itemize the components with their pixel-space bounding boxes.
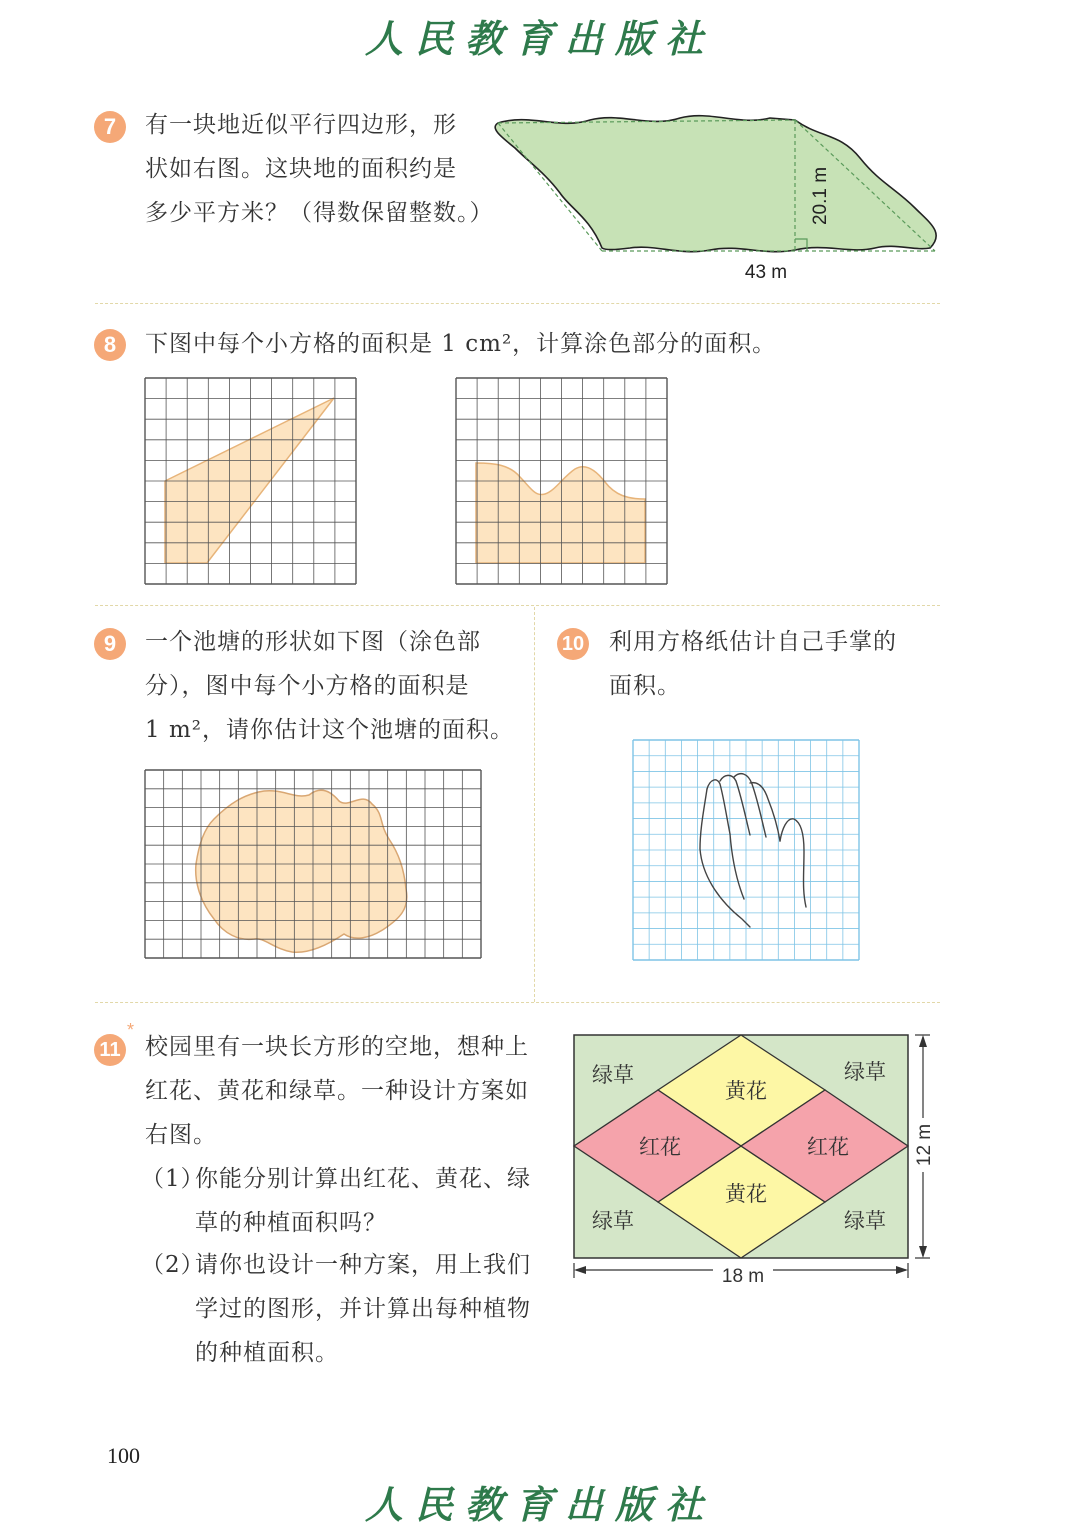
q11-star-mark: * <box>127 1020 135 1040</box>
divider-2 <box>95 605 940 606</box>
question-11-intro <box>145 1025 529 1157</box>
q11-line-2: 红花、黄花和绿草。一种设计方案如 <box>145 1078 529 1104</box>
q11-part2-line-1: 请你也设计一种方案，用上我们 <box>195 1252 531 1278</box>
question-9-badge: 9 <box>94 628 126 660</box>
q11-garden-diagram <box>568 1030 948 1290</box>
question-10-badge: 10 <box>557 628 589 660</box>
q9-line-3: 1 m²，请你估计这个池塘的面积。 <box>145 717 514 743</box>
height-arrow-bottom <box>919 1246 927 1258</box>
yellow-label-top: 黄花 <box>725 1079 767 1103</box>
q10-line-2: 面积。 <box>609 673 681 699</box>
red-label-right: 红花 <box>807 1135 849 1159</box>
height-arrow-top <box>919 1035 927 1047</box>
q7-land-shape <box>495 116 936 252</box>
grass-label-bottom-right: 绿草 <box>844 1209 886 1233</box>
q11-line-3: 右图。 <box>145 1122 217 1148</box>
q7-line-1: 有一块地近似平行四边形，形 <box>145 112 457 138</box>
q11-part2-line-2: 学过的图形，并计算出每种植物 <box>195 1296 531 1322</box>
q11-part2-label: （2） <box>141 1252 205 1278</box>
q11-line-1: 校园里有一块长方形的空地，想种上 <box>145 1034 529 1060</box>
width-arrow-left <box>574 1266 586 1274</box>
q7-line-2: 状如右图。这块地的面积约是 <box>145 156 457 182</box>
q7-line-3: 多少平方米？（得数保留整数。） <box>145 200 494 226</box>
publisher-logo-header: 人民教育出版社 <box>364 16 715 61</box>
question-10-text <box>609 620 897 708</box>
yellow-label-bottom: 黄花 <box>725 1182 767 1206</box>
question-11-badge: 11 <box>94 1034 126 1066</box>
question-8-text: 下图中每个小方格的面积是 1 cm²，计算涂色部分的面积。 <box>145 331 777 357</box>
q9-grid-lines <box>145 770 481 958</box>
q8-shaded-triangle <box>165 398 334 563</box>
question-9-text <box>145 620 514 752</box>
q7-base-label: 43 m <box>744 262 788 283</box>
question-7-badge: 7 <box>94 111 126 143</box>
q11-part2-line-3: 的种植面积。 <box>195 1340 339 1366</box>
q8-grid-wave <box>455 377 668 585</box>
q8-grid-triangle <box>144 377 357 585</box>
red-label-left: 红花 <box>639 1135 681 1159</box>
question-7-text <box>145 103 494 235</box>
width-label: 18 m <box>721 1266 765 1287</box>
q11-part1-label: （1） <box>141 1166 205 1192</box>
divider-vertical <box>534 607 535 1002</box>
q9-pond-shape <box>196 790 407 952</box>
q10-hand-grid <box>632 739 860 961</box>
divider-1 <box>95 303 940 304</box>
q7-parallelogram-figure <box>490 108 950 293</box>
grass-label-top-left: 绿草 <box>592 1063 634 1087</box>
grass-label-top-right: 绿草 <box>844 1060 886 1084</box>
width-arrow-right <box>896 1266 908 1274</box>
q11-part1-line-1: 你能分别计算出红花、黄花、绿 <box>195 1166 531 1192</box>
q7-height-label: 20.1 m <box>810 166 831 226</box>
q10-grid-lines <box>633 740 859 960</box>
q8-shaded-wave <box>476 463 645 563</box>
page-number: 100 <box>107 1443 140 1468</box>
q11-part1-line-2: 草的种植面积吗？ <box>195 1210 387 1236</box>
q11-part1-text <box>195 1157 531 1245</box>
q9-line-1: 一个池塘的形状如下图（涂色部 <box>145 629 481 655</box>
question-8-badge: 8 <box>94 329 126 361</box>
grass-label-bottom-left: 绿草 <box>592 1209 634 1233</box>
publisher-logo-footer: 人民教育出版社 <box>364 1482 715 1527</box>
q11-part2-text <box>195 1243 531 1375</box>
q9-line-2: 分），图中每个小方格的面积是 <box>145 673 470 699</box>
height-label: 12 m <box>914 1123 935 1167</box>
q9-pond-grid <box>144 769 482 959</box>
divider-3 <box>95 1002 940 1003</box>
q10-line-1: 利用方格纸估计自己手掌的 <box>609 629 897 655</box>
